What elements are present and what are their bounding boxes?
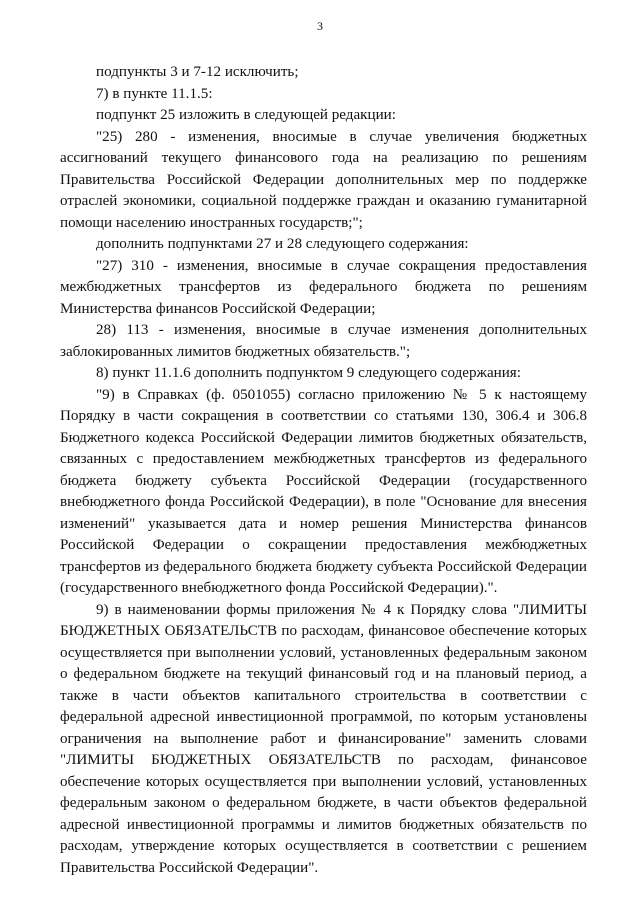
paragraph-item-8: 8) пункт 11.1.6 дополнить подпунктом 9 следующего содержания:	[96, 365, 521, 381]
paragraph-item-9: 9) в наименовании формы приложения № 4 к Порядку слова "ЛИМИТЫ БЮДЖЕТНЫХ ОБЯЗАТЕЛЬСТВ по расходам, финансовое обеспечение которых осуществляется при выполнении условий, установленных федеральным законом о федеральном бюджете на текущий финансовый год и на плановый период, а также в части объектов капитального строительства в соответствии с федеральной адресной инвестиционной программой, по которым установлены ограничения на выполнение работ и финансирование" заменить словами "ЛИМИТЫ БЮДЖЕТНЫХ ОБЯЗАТЕЛЬСТВ по расходам, финансовое обеспечение которых осуществляется при выполнении условий, установленных федеральным законом о федеральном бюджете, в части объектов федеральной адресной инвестиционной программы и лимитов бюджетных обязательств по расходам, утверждение которых осуществляется в соответствии с решением Правительства Российской Федерации".	[60, 601, 587, 876]
page-number: 3	[317, 19, 323, 33]
paragraph-item-7: 7) в пункте 11.1.5:	[96, 85, 213, 102]
paragraph-subitem-25-text: "25) 280 - изменения, вносимые в случае увеличения бюджетных ассигнований текущего финансового года на реализацию по решениям Правительства Российской Федерации дополнительных мер по поддержке отраслей экономики, социальной поддержке граждан и оказанию гуманитарной помощи населению иностранных государств;";	[60, 128, 587, 231]
paragraph-subitem-28: 28) 113 - изменения, вносимые в случае изменения дополнительных заблокированных лимитов бюджетных обязательств.";	[60, 322, 587, 360]
paragraph-subitem-9-text: "9) в Справках (ф. 0501055) согласно приложению № 5 к настоящему Порядку в части сокращения в соответствии со статьями 130, 306.4 и 306.8 Бюджетного кодекса Российской Федерации лимитов бюджетных обязательств, связанных с предоставлением межбюджетных трансфертов из федерального бюджета бюджету субъекта Российской Федерации (государственного внебюджетного фонда Российской Федерации), в поле "Основание для внесения изменений" указывается дата и номер решения Министерства финансов Российской Федерации о сокращении предоставления межбюджетных трансфертов из федерального бюджета бюджету субъекта Российской Федерации (государственного внебюджетного фонда Российской Федерации).".	[60, 386, 587, 596]
paragraph-subitem-27: "27) 310 - изменения, вносимые в случае сокращения предоставления межбюджетных трансфертов из федерального бюджета по решениям Министерства финансов Российской Федерации;	[60, 257, 587, 317]
paragraph-add-subitems-intro: дополнить подпунктами 27 и 28 следующего содержания:	[96, 236, 469, 252]
document-body	[60, 62, 587, 879]
paragraph-exclude-subitems: подпункты 3 и 7-12 исключить;	[96, 64, 299, 80]
paragraph-subitem-25-intro: подпункт 25 изложить в следующей редакции:	[96, 107, 396, 123]
